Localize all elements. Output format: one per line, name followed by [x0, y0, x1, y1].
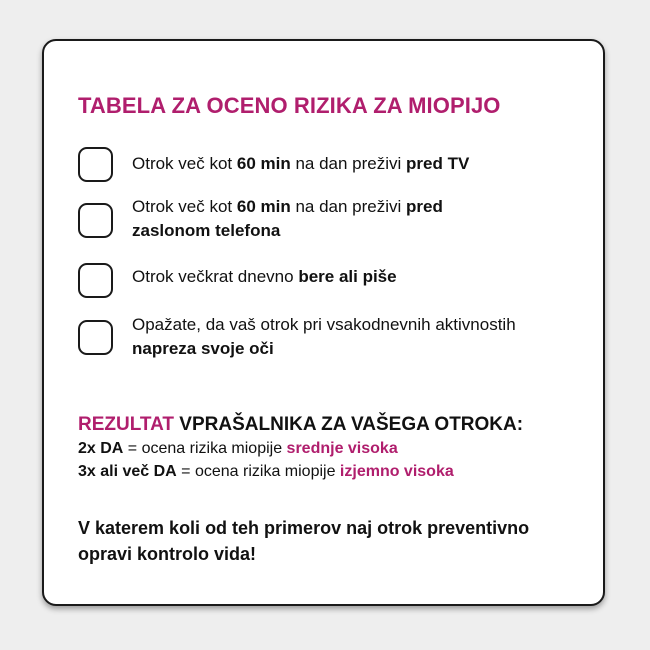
- checkbox[interactable]: [78, 320, 113, 355]
- item-text-bold: napreza svoje oči: [132, 339, 274, 358]
- result-text: = ocena rizika miopije: [123, 440, 287, 457]
- checkbox[interactable]: [78, 263, 113, 298]
- item-text: [132, 152, 469, 176]
- item-text-run: Opažate, da vaš otrok pri vsakodnevnih aktivnostih: [132, 315, 516, 334]
- checkbox[interactable]: [78, 147, 113, 182]
- result-heading: [78, 413, 578, 437]
- item-text-line1: [132, 265, 397, 289]
- result-line: [78, 437, 578, 460]
- item-text: [132, 313, 516, 361]
- item-text-line1: [132, 313, 516, 337]
- item-text-line1: [132, 195, 443, 219]
- advice-note-line2: opravi kontrolo vida!: [78, 544, 257, 564]
- result-line: [78, 460, 578, 483]
- result-level: izjemno visoka: [339, 463, 454, 480]
- item-text-run: Otrok večkrat dnevno: [132, 267, 299, 286]
- result-heading-accent: REZULTAT: [78, 414, 175, 435]
- item-text-run: na dan preživi: [290, 197, 407, 216]
- result-section: [78, 413, 578, 483]
- item-text-bold: 60 min: [236, 154, 291, 173]
- item-text-bold: 60 min: [236, 197, 291, 216]
- item-text-line2: [132, 219, 443, 243]
- item-text-run: Otrok več kot: [132, 154, 237, 173]
- item-text: [132, 265, 397, 289]
- advice-note-line1: V katerem koli od teh primerov naj otrok preventivno: [78, 518, 530, 538]
- card-title: TABELA ZA OCENO RIZIKA ZA MIOPIJO: [78, 93, 501, 118]
- item-text-bold: bere ali piše: [298, 267, 397, 286]
- result-count: 2x DA: [78, 440, 124, 457]
- item-text-bold: zaslonom telefona: [132, 221, 281, 240]
- result-count: 3x ali več DA: [78, 463, 177, 480]
- risk-card: [42, 39, 605, 606]
- item-text-line2: [132, 337, 516, 361]
- item-text-run: na dan preživi: [290, 154, 407, 173]
- item-text-bold: pred: [406, 197, 443, 216]
- checkbox[interactable]: [78, 203, 113, 238]
- item-text-bold: pred TV: [406, 154, 470, 173]
- result-heading-rest: VPRAŠALNIKA ZA VAŠEGA OTROKA:: [174, 414, 524, 435]
- result-text: = ocena rizika miopije: [176, 463, 340, 480]
- advice-note: [78, 515, 529, 567]
- item-text-line1: [132, 152, 469, 176]
- item-text: [132, 195, 443, 243]
- result-level: srednje visoka: [286, 440, 398, 457]
- item-text-run: Otrok več kot: [132, 197, 237, 216]
